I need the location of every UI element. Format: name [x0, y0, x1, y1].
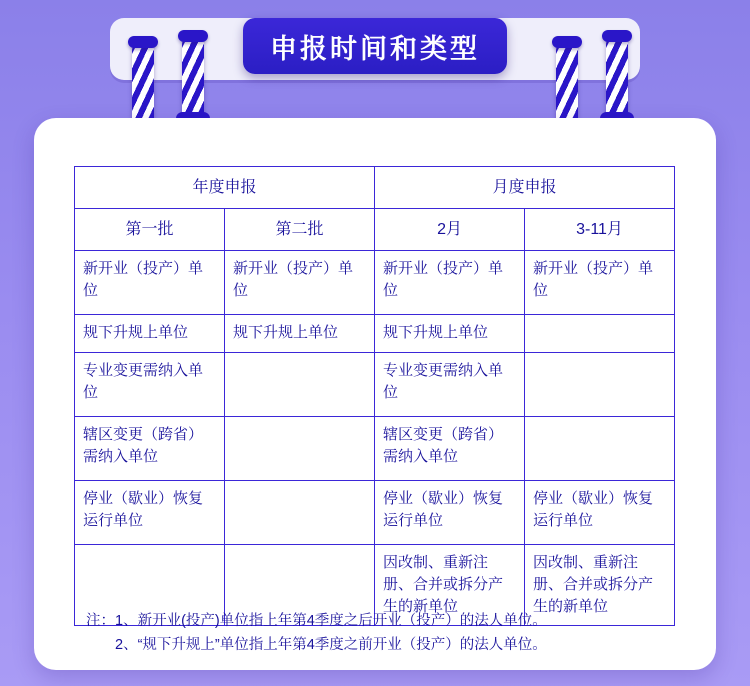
table-cell [525, 315, 675, 353]
sub-header-feb: 2月 [375, 209, 525, 251]
table-cell: 新开业（投产）单位 [525, 251, 675, 315]
table-cell: 辖区变更（跨省）需纳入单位 [375, 417, 525, 481]
table-cell: 停业（歇业）恢复运行单位 [75, 481, 225, 545]
table-group-header-row [75, 167, 675, 209]
table-row [75, 315, 675, 353]
table-cell: 新开业（投产）单位 [75, 251, 225, 315]
table-cell: 专业变更需纳入单位 [75, 353, 225, 417]
table-row [75, 481, 675, 545]
note-text: “规下升规上”单位指上年第4季度之前开业（投产）的法人单位。 [137, 636, 547, 653]
notes-block [86, 610, 696, 658]
table-cell: 新开业（投产）单位 [375, 251, 525, 315]
note-number: 2、 [115, 636, 138, 653]
table-sub-header-row [75, 209, 675, 251]
note-item [86, 610, 696, 634]
banner-title: 申报时间和类型 [243, 18, 507, 74]
candy-pole-2 [182, 34, 204, 124]
table-cell: 停业（歇业）恢复运行单位 [525, 481, 675, 545]
sub-header-batch-2: 第二批 [225, 209, 375, 251]
table-cell: 专业变更需纳入单位 [375, 353, 525, 417]
table-cell [525, 353, 675, 417]
table-cell: 辖区变更（跨省）需纳入单位 [75, 417, 225, 481]
sub-header-mar-nov: 3-11月 [525, 209, 675, 251]
notes-prefix: 注： [86, 613, 115, 629]
group-header-monthly: 月度申报 [375, 167, 675, 209]
table-cell: 新开业（投产）单位 [225, 251, 375, 315]
candy-pole-4 [606, 34, 628, 124]
note-number: 1、 [115, 613, 138, 629]
table-cell [225, 353, 375, 417]
declaration-table [74, 166, 675, 626]
note-item [86, 634, 696, 658]
candy-pole-3-cap [552, 36, 582, 48]
sub-header-batch-1: 第一批 [75, 209, 225, 251]
table-cell [225, 417, 375, 481]
candy-pole-4-cap [602, 30, 632, 42]
table-row [75, 251, 675, 315]
table-cell: 停业（歇业）恢复运行单位 [375, 481, 525, 545]
table-cell [525, 417, 675, 481]
table-row [75, 417, 675, 481]
table-row [75, 353, 675, 417]
table-cell: 规下升规上单位 [75, 315, 225, 353]
candy-pole-2-cap [178, 30, 208, 42]
table-cell [225, 481, 375, 545]
group-header-annual: 年度申报 [75, 167, 375, 209]
table-cell: 规下升规上单位 [375, 315, 525, 353]
note-text: 新开业(投产)单位指上年第4季度之后开业（投产）的法人单位。 [137, 613, 547, 629]
candy-pole-1-cap [128, 36, 158, 48]
table-cell: 规下升规上单位 [225, 315, 375, 353]
table-cell: 因改制、重新注册、合并或拆分产生的新单位 [375, 545, 525, 626]
content-card [34, 118, 716, 670]
table-cell: 因改制、重新注册、合并或拆分产生的新单位 [525, 545, 675, 626]
